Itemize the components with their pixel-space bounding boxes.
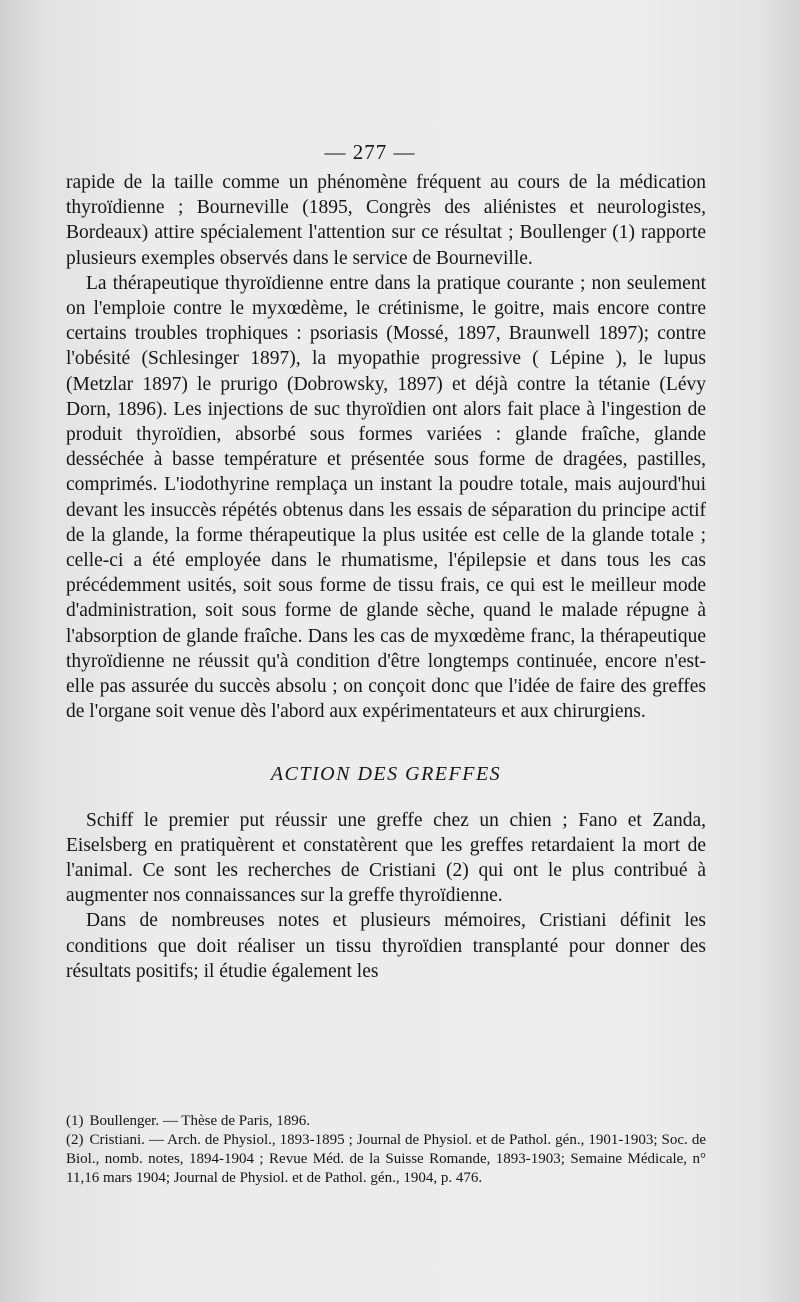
main-text: [66, 170, 706, 984]
paragraph: Schiff le premier put réussir une greffe chez un chien ; Fano et Zanda, Eiselsberg en pratiquèrent et constatèrent que les greffes retardaient la mort de l'animal. Ce sont les recherches de Cristiani (2) qui ont le plus contribué à augmenter nos connaissances sur la greffe thyroïdienne.: [66, 809, 706, 907]
footnote-number: (2): [66, 1132, 84, 1148]
paragraph: La thérapeutique thyroïdienne entre dans la pratique courante ; non seulement on l'emploie contre le myxœdème, le crétinisme, le goitre, mais encore contre certains troubles trophiques : psoriasis (Mossé, 1897, Braunwell 1897); contre l'obésité (Schlesinger 1897), la myopathie progressive ( Lépine ), le lupus (Metzlar 1897) le prurigo (Dobrowsky, 1897) et déjà contre la tétanie (Lévy Dorn, 1896). Les injections de suc thyroïdien ont alors fait place à l'ingestion de produit thyroïdien, absorbé sous formes variées : glande fraîche, glande desséchée à basse température et présentée sous forme de dragées, pastilles, comprimés. L'iodothyrine remplaça un instant la poudre totale, mais aujourd'hui devant les insuccès répétés obtenus dans les essais de séparation du principe actif de la glande, la forme thérapeutique la plus usitée est celle de la glande totale ; celle-ci a été employée dans le rhumatisme, l'épilepsie et dans tous les cas précédemment usités, soit sous forme de tissu frais, ce qui est le meilleur mode d'administration, soit sous forme de glande sèche, quand le malade répugne à l'absorption de glande fraîche. Dans les cas de myxœdème franc, la thérapeutique thyroïdienne ne réussit qu'à condition d'être longtemps continuée, encore n'est-elle pas assurée du succès absolu ; on conçoit donc que l'idée de faire des greffes de l'organe soit venue dès l'abord aux expérimentateurs et aux chirurgiens.: [66, 272, 706, 723]
page-number: — 277 —: [324, 140, 416, 164]
footnote-text: Boullenger. — Thèse de Paris, 1896.: [89, 1113, 311, 1129]
footnotes: [66, 1112, 706, 1188]
section-heading: ACTION DES GREFFES: [270, 763, 502, 786]
paragraph: Dans de nombreuses notes et plusieurs mémoires, Cristiani définit les conditions que doit réaliser un tissu thyroïdien transplanté pour donner des résultats positifs; il étudie également les: [66, 910, 706, 982]
footnote-text: Cristiani. — Arch. de Physiol., 1893-1895 ; Journal de Physiol. et de Pathol. gén., 1901-1903; Soc. de Biol., nomb. notes, 1894-1904 ; Revue Méd. de la Suisse Romande, 1893-1903; Semaine Médicale, n° 11,16 mars 1904; Journal de Physiol. et de Pathol. gén., 1904, p. 476.: [66, 1132, 706, 1186]
paragraph: rapide de la taille comme un phénomène fréquent au cours de la médication thyroïdienne ; Bourneville (1895, Congrès des aliénistes et neurologistes, Bordeaux) attire spécialement l'attention sur ce résultat ; Boullenger (1) rapporte plusieurs exemples observés dans le service de Bourneville.: [66, 172, 706, 269]
footnote-number: (1): [66, 1113, 84, 1129]
footnote: [66, 1131, 706, 1188]
footnote: [66, 1112, 706, 1131]
